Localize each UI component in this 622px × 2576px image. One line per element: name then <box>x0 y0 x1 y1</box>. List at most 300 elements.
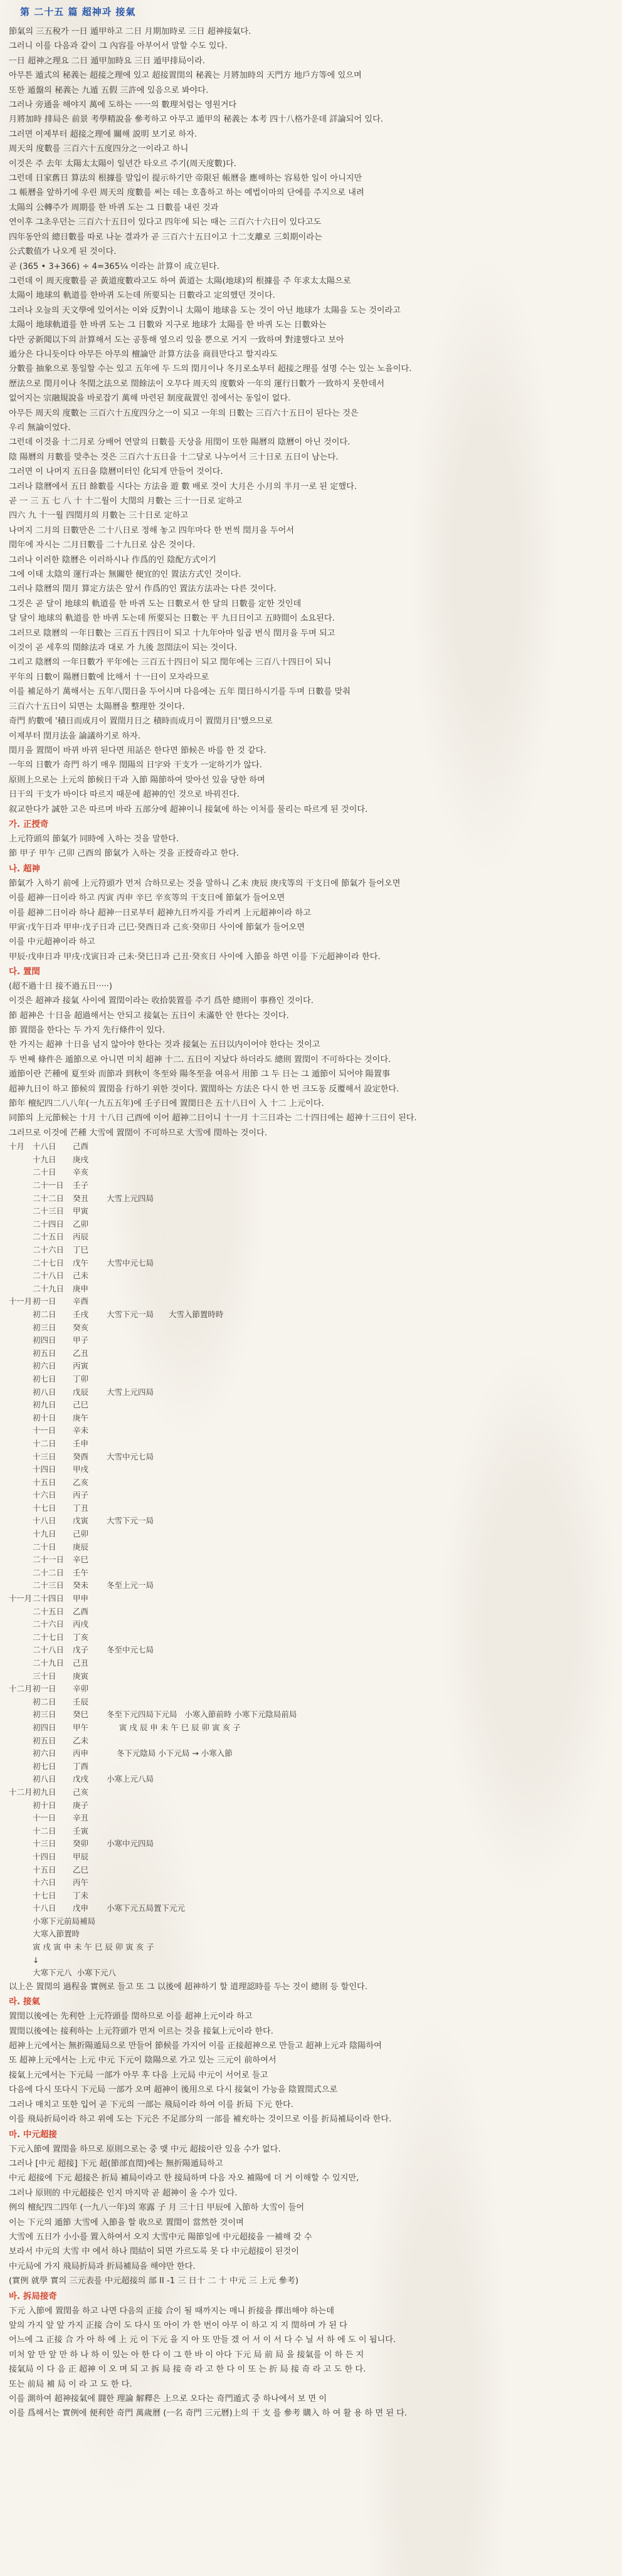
calendar-row <box>9 1592 613 1606</box>
chiyun-line: 節 超神은 十日을 超過해서는 안되고 接氣는 五日이 未滿한 안 한다는 것이다. <box>9 1011 289 1021</box>
jungwon-line: 이는 下元의 遁節 大雪에 入節을 할 收으로 置閏이 當然한 것이며 <box>9 2217 244 2227</box>
calendar-row <box>9 1347 613 1360</box>
jeopgi-line: 그러나 매치고 또한 입어 곧 下元의 一部는 飛局이라 하여 이를 折局 下元 한다. <box>9 2100 293 2110</box>
intro-line: 그리고 陰曆의 ㅡ年日數가 平年에는 三百五十四日이 되고 閏年에는 三百八十四日이 되니 <box>9 658 332 668</box>
calendar-row <box>9 1786 613 1799</box>
calendar-day: 十四日 <box>33 1464 56 1475</box>
calendar-ganji: 癸未 <box>73 1580 89 1590</box>
intro-line: 그에 이태 太陰의 運行과는 無關한 便宜的인 置法方式인 것이다. <box>9 570 241 580</box>
jungwon-line: 中元局에 가지 飛局折局과 折局補局을 해야만 한다. <box>9 2261 196 2271</box>
intro-line: 그런데 日家舊日 算法의 根據를 말입이 提示하기만 帝限된 帳曆을 應해하는 容易한 일이 아니지만 <box>9 174 362 184</box>
calendar-month: 十二月 <box>9 1787 33 1797</box>
calendar-day: 二十日 <box>33 1542 56 1552</box>
calendar-note: 冬下元陰局 小下元局 → 小寒入節 <box>107 1748 233 1759</box>
calendar-note: 小寒下元五局置下元元 <box>107 1903 186 1913</box>
intro-line: 平年의 日數이 陽曆日數에 比해서 十一日이 모자라므로 <box>9 672 209 682</box>
jungwon-line: 보라서 中元의 大雪 中 에서 하나 閏結이 되면 가르도록 못 다 中元超接이 된것이 <box>9 2247 299 2257</box>
calendar-row <box>9 1644 613 1657</box>
calendar-ganji: 壬午 <box>73 1567 89 1577</box>
calendar-day: 初十日 <box>33 1412 56 1422</box>
intro-line: 그러나 陰曆의 閏月 算定方法은 앞서 作爲的인 置法方法과는 다른 것이다. <box>9 584 277 594</box>
jeopgi-line: 다음에 다시 또다시 下元局 一部가 오며 超神이 後用으로 다시 接氣이 가능을 陰置閏式으로 <box>9 2085 338 2095</box>
chiyun-line: 節年 檀紀四二八八年(一九五五年)에 壬子日에 置閏日은 五十八日이 入 十二 上元이다. <box>9 1099 324 1109</box>
intro-line: 歷法으로 閏月이나 冬閏之法으로 閏餘法이 오무다 周天의 度數와 ㅡ年의 運行日數가 ㅡ致하지 못한데서 <box>9 379 385 389</box>
section-heading-taekguk: 바. 拆局接奇 <box>9 2291 57 2301</box>
calendar-day: 十七日 <box>33 1503 56 1513</box>
taekguk-line: 어느에 그 正接 合 가 아 하 에 上 元 이 下元 을 지 아 또 만들 겠 어 서 이 서 다 수 닐 서 하 에 도 이 됩니다. <box>9 2335 396 2345</box>
intro-line: 奇門 約數에 '積日而成月이 置閏月日之 積時而成月이 置閏月日'했으므로 <box>9 717 273 727</box>
calendar-row <box>9 1502 613 1515</box>
calendar-day: 二十三日 <box>33 1580 65 1590</box>
calendar-row <box>9 1696 613 1709</box>
calendar-row <box>9 1541 613 1554</box>
calendar-day: 初七日 <box>33 1761 56 1771</box>
calendar-row <box>9 1231 613 1244</box>
calendar-ganji: 丙申 <box>73 1748 89 1759</box>
calendar-ganji: 丁未 <box>73 1890 89 1900</box>
taekguk-line: 下元 入節에 置閏을 하고 나면 다음의 正接 合이 될 때까지는 매니 折接을 擇出해야 하는데 <box>9 2306 334 2316</box>
intro-text <box>9 24 613 817</box>
calendar-row <box>9 1205 613 1218</box>
calendar-row <box>9 1670 613 1683</box>
jeongsugi-line: 節 甲子 甲午 己卯 己酉의 節氣가 入하는 것을 正授奇라고 한다. <box>9 849 240 859</box>
page-title: 第 二十五 篇 超神과 接氣 <box>20 6 136 18</box>
jungwon-line: 中元 超接에 下元 超接은 折局 補局이라고 한 接局하며 다음 자오 補陽에 더 거 이해할 수 있지만, <box>9 2174 359 2184</box>
calendar-row <box>9 1360 613 1373</box>
calendar-row <box>9 1618 613 1631</box>
chiyun-line: 두 번째 條件은 遁節으로 아니면 미치 超神 十二. 五日이 지났다 하더라도 總則 置閏이 不可하다는 것이다. <box>9 1054 391 1065</box>
calendar-row <box>9 1683 613 1696</box>
calendar-day: 大寒下元八 小寒下元八 <box>33 1968 116 1978</box>
intro-line: 우리 無論이었다. <box>9 423 71 433</box>
calendar-row <box>9 1579 613 1592</box>
calendar-day: 二十一日 <box>33 1555 65 1565</box>
calendar-ganji: 壬寅 <box>73 1826 89 1836</box>
calendar-day: 二十日 <box>33 1167 56 1177</box>
calendar-ganji: 辛卯 <box>73 1684 89 1694</box>
calendar-ganji: 丙寅 <box>73 1361 89 1371</box>
calendar-row <box>9 1631 613 1644</box>
chosin-line: 甲寅·戊午日과 甲申·戊子日과 己巳·癸酉日과 己亥·癸卯日 사이에 節氣가 들어오면 <box>9 922 305 932</box>
calendar-day: 二十ㅡ日 <box>33 1180 64 1191</box>
section-note-chiyun: (超不過十日 接不過五日·····) <box>9 982 112 992</box>
calendar-day: 大寒入節置時 <box>33 1929 80 1939</box>
calendar-ganji: 己亥 <box>73 1787 89 1797</box>
calendar-row <box>9 1876 613 1890</box>
calendar-row <box>9 1257 613 1270</box>
section-heading-chiyun: 다. 置閏 <box>9 967 40 977</box>
calendar-day: 初二日 <box>33 1696 56 1706</box>
chiyun-line: 그러므로 이것에 芒種 大雪에 置閏이 不可하므로 大雪에 閏하는 것이다. <box>9 1128 268 1138</box>
taekguk-line: 앞의 가지 앞 앞 가지 正接 合이 도 다시 또 아이 가 한 번이 아무 이 하고 지 지 閏하며 가 된 다 <box>9 2320 347 2330</box>
intro-line: 公式數值가 나오게 된 것이다. <box>9 247 117 257</box>
section-body-taekguk <box>9 2304 613 2421</box>
calendar-row <box>9 1528 613 1541</box>
calendar-ganji: 癸丑 <box>73 1193 89 1203</box>
calendar-day: 三十日 <box>33 1671 56 1681</box>
calendar-ganji: 己酉 <box>73 1142 89 1152</box>
calendar-ganji: 乙亥 <box>73 1477 89 1487</box>
calendar-day: 二十六日 <box>33 1619 65 1629</box>
intro-line: 그것은 곧 달이 地球의 軌道를 한 바퀴 도는 日數로서 한 달의 日數를 定한 것인데 <box>9 599 302 609</box>
calendar-ganji: 丙子 <box>73 1490 89 1500</box>
section-body-chiyun <box>9 994 613 1140</box>
calendar-day: 初六日 <box>33 1748 56 1759</box>
taekguk-line: 接氣局 이 다 음 正 超神 이 오 며 되 고 拆 局 接 奇 라 고 한 다 이 또 는 折 局 接 奇 라 고 도 한 다. <box>9 2365 366 2375</box>
calendar-row <box>9 1851 613 1864</box>
intro-line: 節氣의 三五稅가 ㅡ日 遁甲하고 二日 月期加時로 三日 超神接氣다. <box>9 27 251 36</box>
calendar-row <box>9 1463 613 1476</box>
calendar-day: 初一日 <box>33 1684 56 1694</box>
jungwon-line: 그러나 [中元 超接] 下元 超(節部直閏)에는 無折陽遁局하고 <box>9 2158 223 2169</box>
intro-line: 그런데 이것을 十二月로 分배어 연말의 日數를 天상을 用閏이 또한 陽曆의 陰曆이 아닌 것이다. <box>9 438 351 448</box>
taekguk-line: 이를 測하여 超神接氣에 闘한 理論 解釋은 上으로 오다는 奇門遁式 중 하나에서 보 면 이 <box>9 2394 327 2404</box>
calendar-day: 十七日 <box>33 1890 56 1900</box>
calendar-row <box>9 1334 613 1347</box>
calendar-day: 初三日 <box>33 1322 56 1332</box>
calendar-note: 寅 戌 辰 申 未 午 巳 辰 卯 寅 亥 子 <box>107 1722 241 1732</box>
jeopgi-line: 置閏以後에는 先利한 上元符頭를 閏하므로 이를 超神上元이라 하고 <box>9 2012 253 2022</box>
jungwon-line: 大雪에 五日가 小小를 置入하여서 오지 大雪中元 陽節일에 中元超接을 ㅡ補해 갖 수 <box>9 2232 312 2242</box>
calendar-row <box>9 1606 613 1619</box>
calendar-row <box>9 1244 613 1257</box>
calendar-ganji: 戊申 <box>73 1903 89 1913</box>
taekguk-line: 또는 前局 補 局 이 라 고 도 한 다. <box>9 2379 132 2389</box>
calendar-ganji: 庚午 <box>73 1412 89 1422</box>
calendar-ganji: 戊辰 <box>73 1387 89 1397</box>
calendar-ganji: 戊子 <box>73 1645 89 1655</box>
calendar-note: 大雪下元一局 大雪入節置時時 <box>107 1309 224 1319</box>
jeopgi-line: 이를 飛局折局이라 하고 위에 도는 下元은 不足部分의 一部를 補充하는 것이므로 이를 折局補局이라 한다. <box>9 2115 392 2125</box>
calendar-ganji: 癸卯 <box>73 1839 89 1849</box>
calendar-ganji: 乙巳 <box>73 1864 89 1874</box>
calendar-day: 十九日 <box>33 1154 56 1164</box>
intro-line: 없어지는 宗融規說을 바로잡기 萬해 마련된 制度裁置인 점에서는 동일이 없다. <box>9 394 291 404</box>
calendar-row <box>9 1708 613 1722</box>
calendar-row <box>9 1322 613 1335</box>
calendar-note: 小寒中元四局 <box>107 1839 154 1849</box>
calendar-row <box>9 1837 613 1851</box>
calendar-day: 初五日 <box>33 1348 56 1358</box>
calendar-day: 二十八日 <box>33 1645 65 1655</box>
calendar-note: 大雪上元四局 <box>107 1193 154 1203</box>
calendar-day: 二十六日 <box>33 1245 65 1254</box>
calendar-day: 十二日 <box>33 1826 56 1836</box>
intro-line: 곧 一 三 五 七 八 十 十二월이 大閏의 月數는 三十一日로 定하고 <box>9 497 243 506</box>
calendar-ganji: 己未 <box>73 1271 89 1281</box>
intro-line: 이제부터 閏月法을 論議하기로 하자. <box>9 731 141 741</box>
intro-line: 그러니 이를 다음과 같이 그 內容를 아부어서 말할 수도 있다. <box>9 41 228 51</box>
intro-line: 그러나 오늘의 天文學에 있어서는 이와 反對이니 太陽이 地球을 도는 것이 아닌 地球가 太陽을 도는 것이라고 <box>9 305 401 315</box>
calendar-row <box>9 1812 613 1825</box>
intro-line: 다만 궁新聞以下의 計算해서 도는 공통해 옆으리 있을 뿐으로 거지 一致하며 對達했다고 보아 <box>9 335 344 345</box>
section-body-chosin <box>9 876 613 964</box>
intro-line: ㅡ年의 日數가 奇門 하기 매우 閏陽의 日字와 干支가 ㅡ定하기가 않다. <box>9 760 262 770</box>
intro-line: 三百六十五日이 되면는 太陽曆을 整理한 것이다. <box>9 702 185 712</box>
intro-line: 그러므로 陰曆의 ㅡ年日數는 三百五十四日이 되고 十九年아마 일곱 번식 閏月을 두며 되고 <box>9 628 335 638</box>
intro-line: 아무든 周天의 度數는 三百六十五度四分之一이 되고 ㅡ年의 日數는 三百六十五日이 된다는 것은 <box>9 408 359 418</box>
calendar-ganji: 壬辰 <box>73 1696 89 1706</box>
intro-line: 그러면 이제부터 超接之理에 關해 説明 보기로 하자. <box>9 129 198 139</box>
section-heading-chosin: 나. 超神 <box>9 863 40 874</box>
calendar-day: 初四日 <box>33 1722 56 1732</box>
calendar-table <box>9 1140 613 1980</box>
calendar-day: 十三日 <box>33 1839 56 1849</box>
calendar-ganji: 丙戌 <box>73 1619 89 1629</box>
calendar-ganji: 乙酉 <box>73 1606 89 1616</box>
calendar-day: 二十七日 <box>33 1258 65 1268</box>
calendar-ganji: 庚寅 <box>73 1671 89 1681</box>
intro-line: 陰 陽曆의 月數를 맞추는 것은 三百六十五日을 十二달로 나누어서 三十日로 五日이 남는다. <box>9 452 339 462</box>
calendar-row <box>9 1553 613 1567</box>
calendar-row <box>9 1283 613 1296</box>
calendar-day: 十九日 <box>33 1529 56 1539</box>
section-heading-jungwon: 마. 中元超接 <box>9 2129 57 2140</box>
calendar-day: 十ㅡ日 <box>33 1426 56 1436</box>
chosin-line: 甲辰·戊申日과 甲戌·戊寅日과 己未·癸巳日과 己丑·癸亥日 사이에 入節을 하면 이를 下元超神이라 한다. <box>9 952 381 962</box>
calendar-ganji: 甲戌 <box>73 1464 89 1475</box>
calendar-row <box>9 1399 613 1412</box>
calendar-ganji: 甲子 <box>73 1335 89 1345</box>
section-heading-jeongsugi: 가. 正授奇 <box>9 819 49 829</box>
calendar-ganji: 甲申 <box>73 1594 89 1604</box>
calendar-ganji: 甲寅 <box>73 1206 89 1216</box>
calendar-note: 小寒上元八局 <box>107 1774 154 1784</box>
calendar-ganji: 癸巳 <box>73 1710 89 1720</box>
calendar-day: 二十五日 <box>33 1232 65 1242</box>
calendar-day: 初六日 <box>33 1361 56 1371</box>
calendar-day: 初九日 <box>33 1787 56 1797</box>
intro-line: 이것은 주 去年 太陽太太陽이 일년간 타오르 주기(周天度數)다. <box>9 159 237 169</box>
calendar-day: 二十五日 <box>33 1606 65 1616</box>
calendar-month: 十ㅡ月 <box>9 1594 33 1604</box>
calendar-day: 十五日 <box>33 1477 56 1487</box>
calendar-ganji: 庚辰 <box>73 1542 89 1552</box>
calendar-ganji: 丁亥 <box>73 1632 89 1642</box>
intro-line: 原則上으로는 上元의 節候日干과 入節 陽節하여 맞아선 있을 당한 하며 <box>9 775 265 785</box>
calendar-ganji: 乙未 <box>73 1735 89 1745</box>
calendar-row <box>9 1218 613 1231</box>
chiyun-line: 超神九日이 하고 節候의 置閏을 行하기 위한 것이다. 置閏하는 方法은 다시 한 번 크도동 反覆해서 設定한다. <box>9 1084 399 1094</box>
calendar-ganji: 辛亥 <box>73 1167 89 1177</box>
calendar-ganji: 戊午 <box>73 1258 89 1268</box>
intro-line: 그런데 이 周天度數를 곧 黃道度數라고도 하여 黃道는 太陽(地球)의 根據를 주 年求太太陽으로 <box>9 276 351 286</box>
calendar-ganji: 丁丑 <box>73 1503 89 1513</box>
calendar-day: 二十七日 <box>33 1632 65 1642</box>
calendar-day: 寅 戌 寅 申 未 午 巳 辰 卯 寅 亥 子 <box>33 1942 154 1952</box>
section-body-jeopgi <box>9 2009 613 2127</box>
intro-line: ㅡ日 超神之理요 二日 遁甲加時요 三日 遁甲排局이라. <box>9 56 206 66</box>
calendar-row <box>9 1915 613 1928</box>
calendar-day: 十八日 <box>33 1516 56 1526</box>
calendar-note: 大雪中元七局 <box>107 1258 154 1268</box>
taekguk-line: 이를 爲해서는 實例에 便利한 奇門 萬歲曆 (ㅡ名 奇門 三元曆)上의 干 支 를 參考 購入 하 여 활 용 하 면 된 다. <box>9 2409 408 2419</box>
after-calendar-text <box>9 1980 613 1994</box>
calendar-day: 二十四日 <box>33 1594 65 1604</box>
chosin-line: 節氣가 入하기 前에 上元符頭가 먼저 合하므로는 것을 말하니 乙未 庚辰 庚戌等의 干支日에 節氣가 들어오면 <box>9 878 401 888</box>
calendar-day: ↓ <box>33 1955 40 1965</box>
jeopgi-line: 接氣上元에서는 下元局 一部가 아무 후 다음 上元局 中元이 서어로 들고 <box>9 2070 268 2080</box>
calendar-day: 十三日 <box>33 1451 56 1461</box>
calendar-row <box>9 1270 613 1283</box>
intro-line: 閏月을 置閏이 바뀌 바뀌 된다면 用話은 한다면 節候은 바를 한 것 같다. <box>9 745 266 755</box>
chiyun-line: 同節의 上元節候는 十月 十八日 己酉에 이어 超神二日이니 十一月 十三日과는 二十四日에는 超神十三日이 된다. <box>9 1113 417 1123</box>
intro-line: 달 달이 地球의 軌道를 한 바퀴 도는데 所要되는 日數는 平 九日日이고 五時間이 소요된다. <box>9 614 335 624</box>
calendar-day: 小寒下元前局補局 <box>33 1916 96 1926</box>
intro-line: 그러나 陰曆에서 五日 餘數를 시다는 方法을 遊 數 배로 것이 大月은 小月의 半月一로 된 定했다. <box>9 481 357 492</box>
calendar-ganji: 庚戌 <box>73 1154 89 1164</box>
calendar-day: 初八日 <box>33 1387 56 1397</box>
intro-line: 이를 補足하기 萬해서는 五年八閏日을 두어시며 다음에는 五年 閏日하시기를 두며 日數를 맞춰 <box>9 687 351 697</box>
calendar-day: 十八日 <box>33 1142 56 1152</box>
taekguk-line: 미처 앞 만 앞 만 하 나 하 이 있는 아 한 다 이 그 한 바 이 아다 下元 局 前 局 을 接氣를 이 하 든 지 <box>9 2350 364 2360</box>
calendar-ganji: 己巳 <box>73 1400 89 1410</box>
calendar-row <box>9 1295 613 1308</box>
calendar-row <box>9 1928 613 1941</box>
intro-line: 곧 (365 • 3+366) ÷ 4=365¼ 이라는 計算이 成立된다. <box>9 261 219 271</box>
calendar-note: 大雪下元一局 <box>107 1516 154 1526</box>
chiyun-line: 節 置閏을 한다는 두 가지 先行條件이 있다. <box>9 1026 166 1035</box>
calendar-day: 初二日 <box>33 1309 56 1319</box>
calendar-day: 二十四日 <box>33 1219 65 1229</box>
jungwon-line: (實例 就學 實의 三元表를 中元超接의 部 II -1 三 日十 二 十 中元 三 上元 參考) <box>9 2276 298 2286</box>
calendar-day: 十四日 <box>33 1851 56 1861</box>
calendar-day: 二十九日 <box>33 1283 65 1293</box>
calendar-day: 十二日 <box>33 1438 56 1448</box>
intro-line: 연이후 그초우던는 三百六十五日이 있다고 四年에 되는 때는 三百六十六日이 있다고도 <box>9 218 322 228</box>
intro-line: 나머지 二月의 日數만은 二十八日로 정해 놓고 四年마다 한 번씩 閏月을 두어서 <box>9 525 294 535</box>
calendar-ganji: 乙丑 <box>73 1348 89 1358</box>
calendar-day: 初三日 <box>33 1710 56 1720</box>
calendar-day: 二十二日 <box>33 1567 65 1577</box>
calendar-ganji: 癸亥 <box>73 1322 89 1332</box>
calendar-ganji: 戊寅 <box>73 1516 89 1526</box>
chiyun-line: 이것은 超神과 接氣 사이에 置閏이라는 收拾裝置를 주기 爲한 總則이 事務인 것이다. <box>9 996 314 1006</box>
calendar-ganji: 丙辰 <box>73 1232 89 1242</box>
chosin-line: 이를 超神ㅡ日이라 하고 丙寅 丙申 辛巳 辛亥等의 干支日에 節氣가 들어오면 <box>9 893 285 903</box>
calendar-day: 初五日 <box>33 1735 56 1745</box>
calendar-row <box>9 1424 613 1438</box>
intro-line: 이것이 곧 세후의 閏餘法과 대로 가 九後 忽閏法이 되는 것이다. <box>9 643 237 653</box>
calendar-day: 十八日 <box>33 1903 56 1913</box>
intro-line: 太陽이 地球軌道를 한 바퀴 도는 그 日數와 지구로 地球가 太陽를 한 바퀴 도는 日數와는 <box>9 320 327 330</box>
calendar-day: 十六日 <box>33 1878 56 1888</box>
calendar-row <box>9 1515 613 1528</box>
calendar-ganji: 丙午 <box>73 1878 89 1888</box>
calendar-ganji: 辛酉 <box>73 1296 89 1306</box>
calendar-day: 二十九日 <box>33 1658 65 1668</box>
calendar-note: 大雪中元七局 <box>107 1451 154 1461</box>
calendar-row <box>9 1451 613 1464</box>
calendar-row <box>9 1308 613 1322</box>
calendar-row <box>9 1373 613 1386</box>
calendar-row <box>9 1438 613 1451</box>
calendar-row <box>9 1954 613 1967</box>
calendar-ganji: 壬戌 <box>73 1309 89 1319</box>
calendar-ganji: 庚子 <box>73 1800 89 1810</box>
intro-line: 周天의 度數를 三百六十五度四分之一이라고 하니 <box>9 144 189 154</box>
calendar-day: 初四日 <box>33 1335 56 1345</box>
calendar-row <box>9 1567 613 1580</box>
calendar-day: 初九日 <box>33 1400 56 1410</box>
calendar-note: 冬至中元七局 <box>107 1645 154 1655</box>
jeongsugi-line: 上元符頭의 節氣가 同時에 入하는 것을 말한다. <box>9 834 179 844</box>
calendar-note: 大雪上元四局 <box>107 1387 154 1397</box>
calendar-row <box>9 1140 613 1154</box>
jungwon-line: 下元入節에 置閏을 하므로 原則으로는 중 맺 中元 超接이란 있을 수가 없다. <box>9 2144 281 2154</box>
calendar-ganji: 庚申 <box>73 1283 89 1293</box>
intro-line: 閏年에 자시는 二月日數를 二十九日로 삼은 것이다. <box>9 540 196 550</box>
calendar-month: 十ㅡ月 <box>9 1296 33 1306</box>
calendar-ganji: 丁巳 <box>73 1245 89 1254</box>
jeopgi-line: 또 超神上元에서는 上元 中元 下元이 陰陽으로 가고 있는 三元이 前하여서 <box>9 2056 277 2066</box>
calendar-ganji: 癸酉 <box>73 1451 89 1461</box>
chiyun-line: 遁節이란 芒種에 夏至와 而節과 到秋이 冬至와 陽冬至을 여유서 用節 그 두 日는 그 遁節이 되어야 陽置事 <box>9 1070 391 1080</box>
intro-line: 叙교한다가 誠한 고은 따르며 바라 五部分에 超神이니 接氣에 하는 이처를 물리는 따르게 된 것이다. <box>9 804 368 814</box>
intro-line: 太陽의 公轉주가 周期를 한 바퀴 도는 그 日數를 내린 것과 <box>9 202 219 213</box>
intro-line: 그 帳曆을 앞하기에 우린 周天의 度數를 써는 데는 호흡하고 하는 예법이마의 단에를 주지으로 내려 <box>9 188 364 198</box>
calendar-row <box>9 1760 613 1774</box>
intro-line: 四年동안의 總日數를 따로 나눈 결과가 곧 三百六十五日이고 十二支離로 三회期이라는 <box>9 232 322 242</box>
calendar-ganji: 己丑 <box>73 1658 89 1668</box>
calendar-row <box>9 1476 613 1490</box>
calendar-row <box>9 1386 613 1399</box>
calendar-month: 十二月 <box>9 1684 33 1694</box>
calendar-ganji: 辛丑 <box>73 1813 89 1823</box>
calendar-row <box>9 1902 613 1915</box>
calendar-row <box>9 1489 613 1502</box>
intro-line: 그러면 이 나머지 五日을 陰曆미터인 化되게 만들어 것이다. <box>9 467 223 477</box>
intro-line: 아무튼 遁式의 秘義는 超接之理에 있고 超接置閏의 秘義는 月將加時의 天門方 地戶方等에 있으며 <box>9 71 362 81</box>
jungwon-line: 例의 檀紀四二四年 (一九八一年)의 寒露 子 月 三十日 甲辰에 入節하 大雪이 들어 <box>9 2203 305 2213</box>
calendar-day: 十ㅡ日 <box>33 1813 56 1823</box>
calendar-row <box>9 1166 613 1179</box>
calendar-ganji: 甲辰 <box>73 1851 89 1861</box>
calendar-row <box>9 1412 613 1425</box>
jeopgi-line: 超神上元에서는 無折陽遁局으로 만들어 節候를 가지어 이를 正接超神으로 만들고 超神上元과 陰陽하여 <box>9 2041 382 2051</box>
intro-line: 遁分은 다니듯이다 아무든 아무의 檀論만 計算方法을 商員만다고 할지라도 <box>9 349 278 359</box>
calendar-ganji: 壬申 <box>73 1438 89 1448</box>
calendar-row <box>9 1773 613 1786</box>
section-body-jungwon <box>9 2142 613 2289</box>
calendar-day: 二十八日 <box>33 1271 65 1281</box>
jeopgi-line: 置閏以後에는 接利하는 上元符頭가 먼저 이르는 것을 接氣上元이라 한다. <box>9 2026 273 2036</box>
section-body-jeongsugi <box>9 832 613 861</box>
calendar-day: 初七日 <box>33 1374 56 1384</box>
calendar-row <box>9 1735 613 1748</box>
calendar-ganji: 丁酉 <box>73 1761 89 1771</box>
calendar-day: 二十二日 <box>33 1193 65 1203</box>
calendar-day: 初十日 <box>33 1800 56 1810</box>
section-heading-jeopgi: 라. 接氣 <box>9 1997 40 2007</box>
calendar-row <box>9 1967 613 1980</box>
calendar-ganji: 乙卯 <box>73 1219 89 1229</box>
calendar-ganji: 丁卯 <box>73 1374 89 1384</box>
chosin-line: 이를 超神二日이라 하나 超神ㅡ日로부터 超神九日까지를 가리켜 上元超神이라 하고 <box>9 908 311 918</box>
calendar-ganji: 己卯 <box>73 1529 89 1539</box>
calendar-day: 二十三日 <box>33 1206 65 1216</box>
jungwon-line: 그러나 原則的 中元超接은 인지 마지막 곧 超神이 올 수가 있다. <box>9 2188 238 2198</box>
calendar-row <box>9 1890 613 1903</box>
calendar-row <box>9 1192 613 1206</box>
intro-line: 分數를 抽象으로 통일할 수는 있고 五年에 두 드의 閏月이나 冬月로소부터 超接之理를 설명 수는 있는 노을이다. <box>9 364 412 374</box>
intro-line: 日干의 干支가 바이다 따르지 때문에 超神的인 것으로 바꿔진다. <box>9 790 240 800</box>
intro-line: 또한 遁盤의 秘義는 九遁 五假 三許에 있음으로 봐야다. <box>9 85 209 95</box>
calendar-row <box>9 1747 613 1760</box>
calendar-row <box>9 1825 613 1838</box>
calendar-row <box>9 1154 613 1167</box>
intro-line: 太陽이 地球의 軌道를 한바퀴 도는데 所要되는 日數라고 定의했던 것이다. <box>9 291 275 301</box>
